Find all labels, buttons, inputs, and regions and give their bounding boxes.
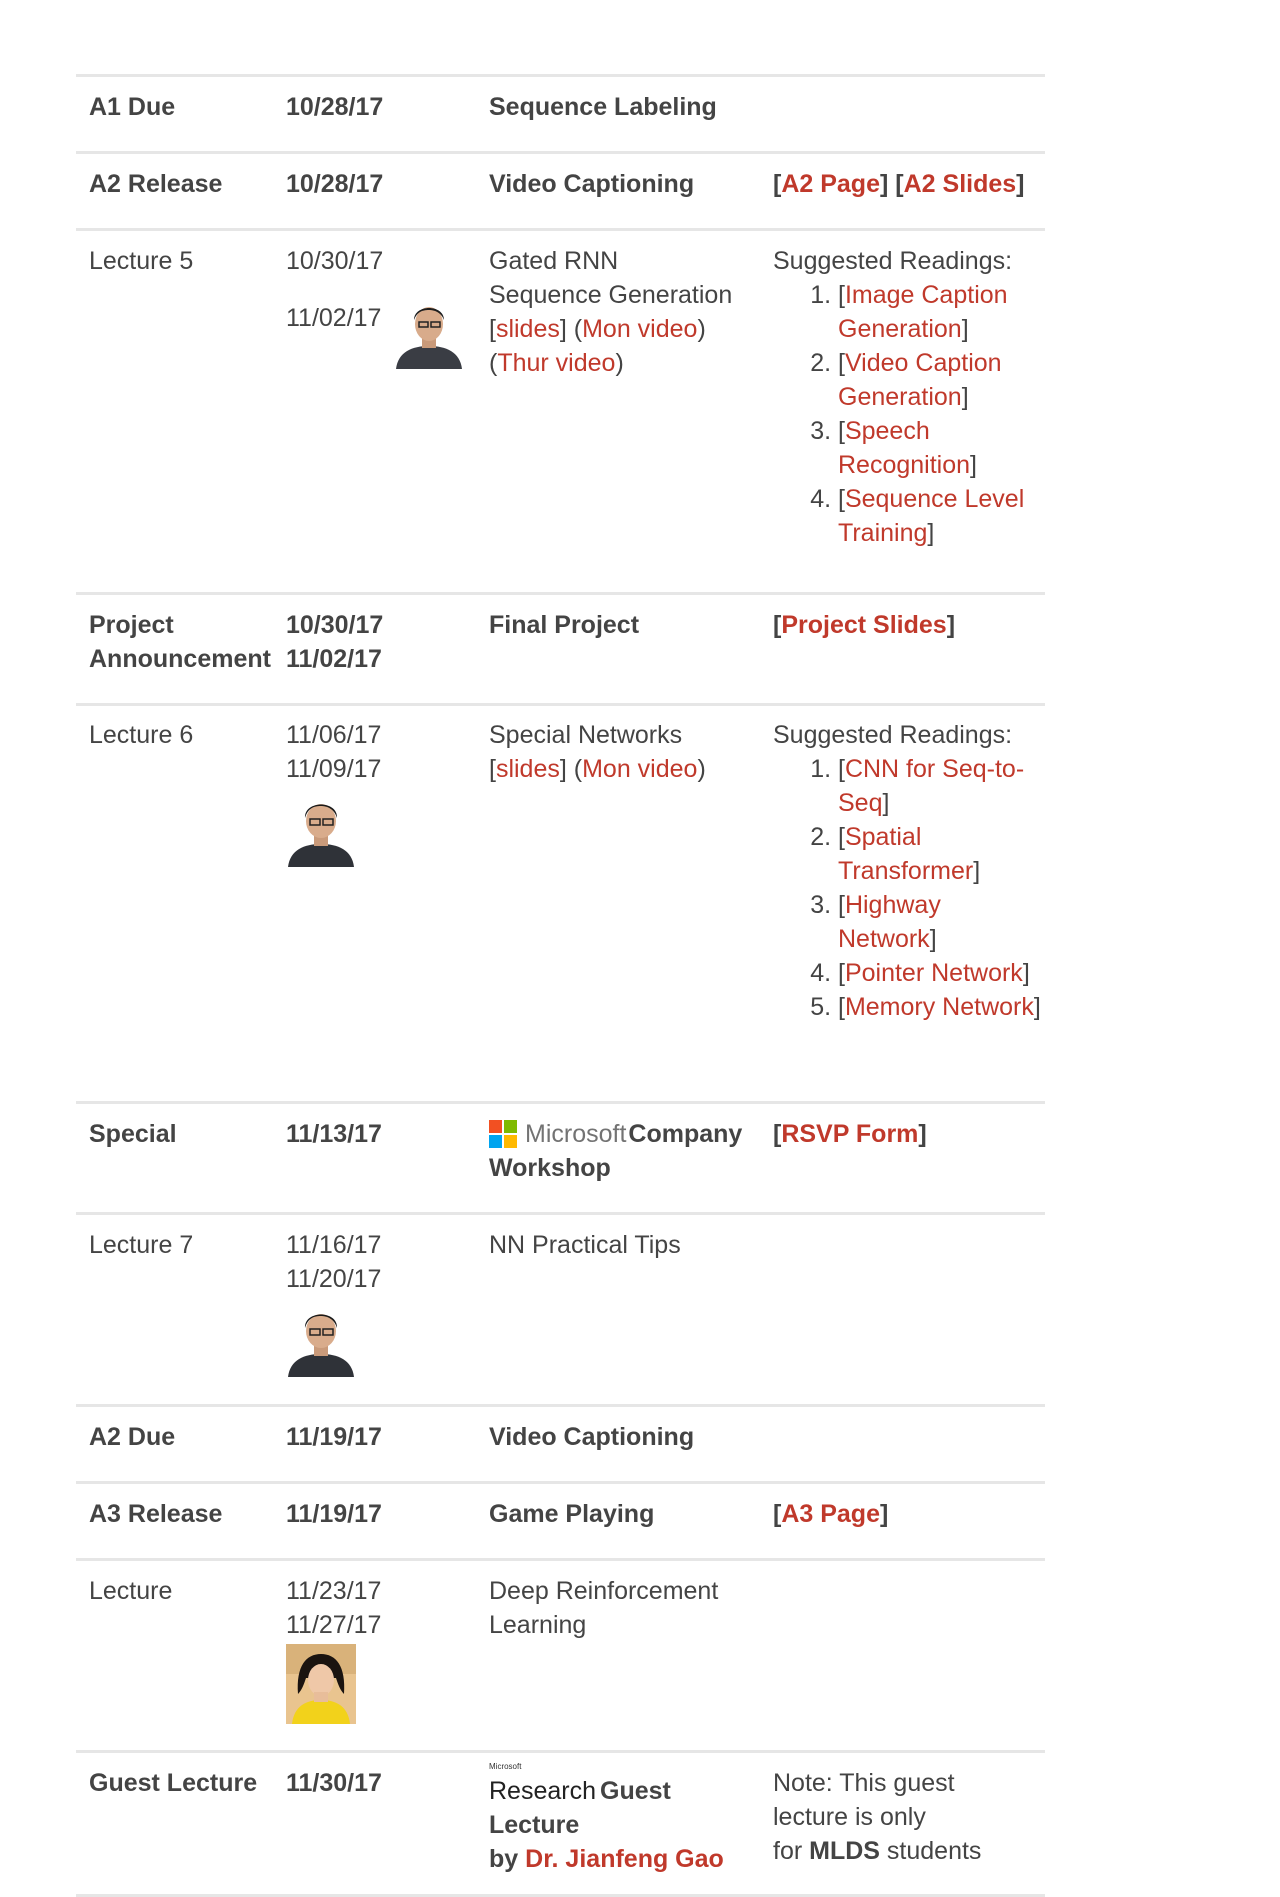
readings-list [773,752,1045,1024]
topic-line-1 [489,1762,767,1808]
row-type: A3 Release [89,1500,223,1528]
resource-links: [slides] (Mon video) [489,315,706,343]
lecturer-avatar [394,294,464,369]
speaker-link[interactable]: Dr. Jianfeng Gao [525,1845,724,1873]
lecturer-avatar [286,1644,356,1724]
schedule-row-a3-release [76,1484,1045,1561]
row-type: Lecture 7 [89,1231,194,1259]
note-for: for [773,1837,803,1865]
topic-line-1: Deep Reinforcement [489,1577,719,1605]
row-type: Lecture 6 [89,721,194,749]
row-topic: NN Practical Tips [489,1231,681,1259]
date-start: 11/23/17 [286,1577,382,1605]
lecturer-avatar [286,792,356,867]
row-topic: Video Captioning [489,170,695,198]
row-topic [483,1117,767,1212]
date-end: 11/02/17 [286,304,382,332]
row-type: Lecture [89,1577,173,1605]
readings-list [773,278,1045,550]
topic-line-2: Lecture [489,1811,580,1839]
microsoft-research-logo-icon [489,1762,596,1808]
topic-text: Guest [600,1777,671,1805]
schedule-row-lecture-rl [76,1561,1045,1753]
reading-link[interactable]: Highway Network [838,891,941,953]
row-topic [483,244,767,592]
date-start: 10/30/17 [286,247,384,275]
row-links [767,1766,1045,1894]
reading-item: 1. [CNN for Seq-to-Seq] [838,752,1045,820]
topic-line-1: Gated RNN [489,247,619,275]
note-line-1: Note: This guest [773,1769,955,1797]
date-end: 11/20/17 [286,1265,382,1293]
note-students: students [886,1837,982,1865]
a3-page-link[interactable]: A3 Page [781,1500,880,1528]
row-type: Special [89,1120,177,1148]
reading-item: 3. [Speech Recognition] [838,414,1045,482]
row-type [76,608,273,703]
a2-slides-link[interactable]: A2 Slides [903,170,1017,198]
date-start: 10/30/17 [286,611,384,639]
a2-page-link[interactable]: A2 Page [781,170,880,198]
reading-item: 2. [Video Caption Generation] [838,346,1045,414]
row-date [273,718,483,1101]
thur-video-link[interactable]: Thur video [497,349,616,377]
row-date [273,608,483,703]
row-date: 11/13/17 [286,1120,382,1148]
row-date [273,1228,483,1404]
topic-line-3 [489,1842,767,1876]
topic-line-2: Sequence Generation [489,281,733,309]
slides-link[interactable]: slides [495,755,560,783]
reading-item: 4. [Pointer Network] [838,956,1045,990]
topic-line-2: Learning [489,1611,587,1639]
row-links: [A3 Page] [773,1500,889,1528]
row-type: Guest Lecture [89,1769,258,1797]
logo-square [489,1120,502,1133]
resource-links-2: (Thur video) [489,349,624,377]
note-line-2: lecture is only [773,1803,926,1831]
row-date: 10/28/17 [286,170,384,198]
type-line-2: Announcement [89,645,271,673]
logo-square [489,1135,502,1148]
slides-link[interactable]: slides [495,315,560,343]
topic-text: Company [628,1120,743,1148]
lecturer-avatar [286,1302,356,1377]
row-date: 11/19/17 [286,1423,382,1451]
row-links: [RSVP Form] [773,1120,927,1148]
row-links [767,1574,1045,1750]
row-links: [A2 Page] [A2 Slides] [773,170,1025,198]
microsoft-wordmark: Microsoft [525,1120,627,1148]
mon-video-link[interactable]: Mon video [582,315,698,343]
schedule-row-project [76,595,1045,706]
row-links: [Project Slides] [773,611,956,639]
row-type: A2 Release [89,170,223,198]
row-links [767,1420,1045,1481]
schedule-row-special [76,1104,1045,1215]
row-date: 11/19/17 [286,1500,382,1528]
row-type: A2 Due [89,1423,176,1451]
mon-video-link[interactable]: Mon video [582,755,698,783]
row-type: Lecture 5 [89,247,194,275]
note-line-3 [773,1834,1045,1868]
resource-links: [slides] (Mon video) [489,755,706,783]
row-links [767,1228,1045,1404]
by-label: by [489,1845,519,1873]
row-date: 10/28/17 [286,93,384,121]
date-start: 11/06/17 [286,721,382,749]
reading-item: 2. [Spatial Transformer] [838,820,1045,888]
logo-square [504,1120,517,1133]
date-end: 11/09/17 [286,755,382,783]
row-topic: Final Project [489,611,640,639]
row-topic [483,718,767,1101]
row-links [767,90,1045,151]
date-end: 11/27/17 [286,1611,382,1639]
row-date: 11/30/17 [286,1769,382,1797]
logo-small-text: Microsoft [489,1762,522,1771]
date-end: 11/02/17 [286,645,382,673]
reading-link[interactable]: Pointer Network [844,959,1023,987]
reading-link[interactable]: CNN for Seq-to-Seq [838,755,1025,817]
schedule-row-a2-release [76,154,1045,231]
row-topic: Video Captioning [489,1423,695,1451]
note-mlds: MLDS [809,1837,880,1865]
reading-link[interactable]: Sequence Level Training [838,485,1025,547]
readings-title: Suggested Readings: [773,247,1013,275]
schedule-row-lecture-5 [76,231,1045,595]
rsvp-form-link[interactable]: RSVP Form [781,1120,919,1148]
reading-link[interactable]: Image Caption Generation [838,281,1008,343]
schedule-row-guest-lecture [76,1753,1045,1897]
schedule-table [76,74,1045,1897]
row-type: A1 Due [89,93,176,121]
schedule-row-a2-due [76,1407,1045,1484]
reading-item: 5. [Memory Network] [838,990,1045,1024]
type-line-1: Project [89,611,174,639]
topic-line-2: Workshop [489,1154,611,1182]
reading-link[interactable]: Speech Recognition [838,417,971,479]
reading-item: 1. [Image Caption Generation] [838,278,1045,346]
row-links [767,244,1045,592]
row-date [273,1574,483,1750]
reading-link[interactable]: Memory Network [844,993,1034,1021]
topic-line-1 [489,1117,767,1151]
project-slides-link[interactable]: Project Slides [781,611,947,639]
readings-title: Suggested Readings: [773,721,1013,749]
reading-item: 3. [Highway Network] [838,888,1045,956]
logo-square [504,1135,517,1148]
row-date [273,244,483,592]
row-topic: Game Playing [489,1500,655,1528]
reading-item: 4. [Sequence Level Training] [838,482,1045,550]
logo-big-text: Research [489,1777,596,1805]
reading-link[interactable]: Video Caption Generation [838,349,1002,411]
row-topic [483,1762,767,1894]
row-topic: Sequence Labeling [489,93,717,121]
schedule-row-lecture-7 [76,1215,1045,1407]
microsoft-logo-icon [489,1120,517,1148]
schedule-row-a1-due [76,77,1045,154]
schedule-row-lecture-6 [76,706,1045,1104]
row-topic [483,1574,767,1750]
date-start: 11/16/17 [286,1231,382,1259]
reading-link[interactable]: Spatial Transformer [838,823,974,885]
row-links [767,718,1045,1101]
topic-line-1: Special Networks [489,721,683,749]
